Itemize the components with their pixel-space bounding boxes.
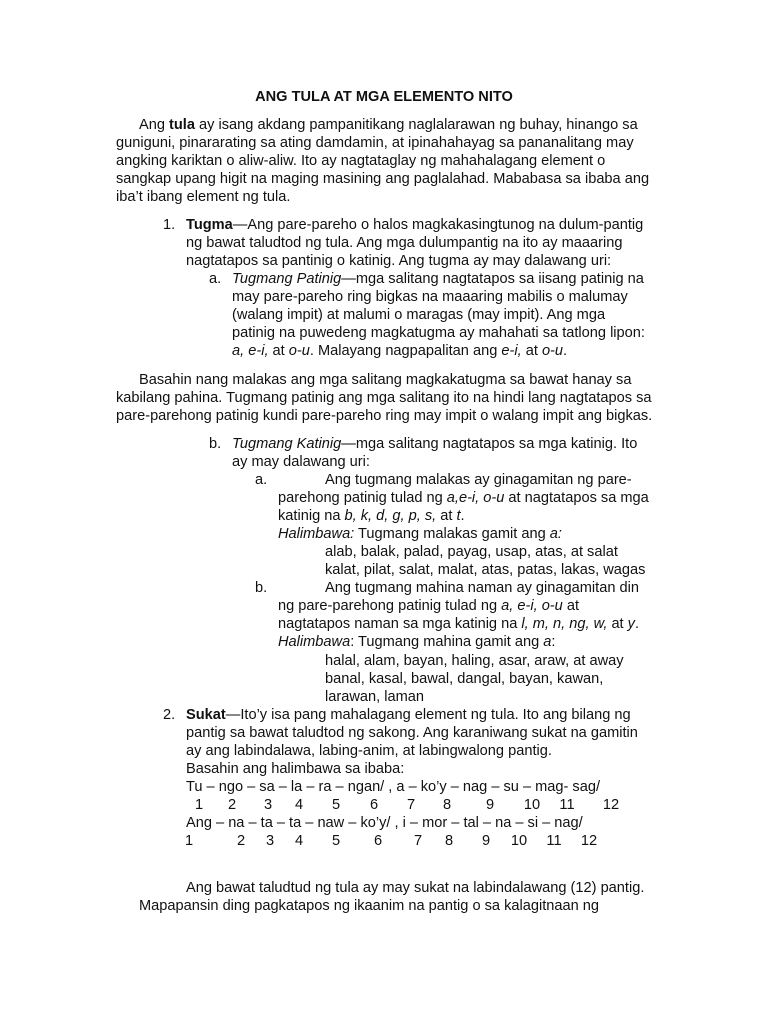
text-segment: e-i, (501, 343, 522, 359)
syllable-number: 12 (602, 797, 620, 813)
syllable-count-row-1 (0, 796, 768, 814)
syllable-number: 10 (510, 833, 528, 849)
text-segment: —Ito’y isa pang mahalagang element ng tula. Ito ang bilang ng (225, 707, 631, 723)
text-segment: at (521, 343, 542, 359)
sub-a-words-2: kalat, pilat, salat, malat, atas, patas, lakas, wagas (325, 562, 646, 578)
text-segment: —mga salitang nagtatapos sa mga katinig. Ito (341, 436, 638, 452)
text-segment: a, e-i, o-u (501, 598, 563, 614)
list-number-1: 1. (163, 217, 176, 233)
text-segment: —mga salitang nagtatapos sa iisang patinig na (341, 271, 644, 287)
syllable-number: 8 (444, 833, 454, 849)
item1a-line-3: (walang impit) at malumi o maragas (may impit). Ang mga (232, 307, 606, 323)
text-segment: . Malayang nagpapalitan ang (309, 343, 502, 359)
text-segment: b, k, d, g, p, s, (344, 508, 437, 524)
syllable-number: 9 (485, 797, 495, 813)
intro-line-4: sangkap upang higit na maging masining ang paglalahad. Mababasa sa ibaba ang (116, 171, 650, 187)
item1a-line-1 (232, 270, 644, 288)
text-segment: nagtatapos naman sa mga katinig na (278, 616, 522, 632)
text-segment: Halimbawa: (278, 526, 355, 542)
text-segment: Tugmang malakas gamit ang (354, 526, 550, 542)
para2-line-3: pare-parehong patinig kundi pare-pareho ring may impit o walang impit ang bigkas. (116, 408, 653, 424)
item1a-line-2: may pare-pareho ring bigkas na maaaring mabilis o malumay (232, 289, 628, 305)
text-segment: t (456, 508, 461, 524)
item1a-line-5 (232, 342, 567, 360)
sub-b-words-1: halal, alam, bayan, haling, asar, araw, at away (325, 653, 624, 669)
item1-line-2: ng bawat taludtod ng tula. Ang mga dulumpantig na ito ay maaaring (186, 235, 623, 251)
text-segment: a: (549, 526, 562, 542)
syllable-number: 5 (331, 797, 341, 813)
text-segment: o-u (541, 343, 564, 359)
syllable-number: 4 (294, 833, 304, 849)
item1b-line-2: ay may dalawang uri: (232, 454, 370, 470)
item1-line-1 (186, 216, 643, 234)
sublist-letter-a: a. (255, 472, 268, 488)
syllable-number: 1 (184, 833, 194, 849)
text-segment: a, e-i, (232, 343, 269, 359)
list-letter-a: a. (209, 271, 222, 287)
syllable-number: 8 (442, 797, 452, 813)
sub-b-example (278, 633, 555, 651)
syllable-number: 12 (580, 833, 598, 849)
syllable-number: 7 (406, 797, 416, 813)
sub-a-line-2 (278, 489, 649, 507)
text-segment: katinig na (278, 508, 345, 524)
syllable-number: 3 (265, 833, 275, 849)
list-number-2: 2. (163, 707, 176, 723)
text-segment: ng pare-parehong patinig tulad ng (278, 598, 502, 614)
syllable-number: 2 (227, 797, 237, 813)
para2-line-2: kabilang pahina. Tugmang patinig ang mga salitang ito na hindi lang nagtatapos sa (116, 390, 652, 406)
text-segment: ay isang akdang pampanitikang naglalarawan ng buhay, hinango sa (194, 117, 638, 133)
term-tula: tula (169, 117, 195, 133)
text-segment: at (436, 508, 457, 524)
text-segment: a,e-i, o-u (446, 490, 505, 506)
sub-b-line-2 (278, 597, 579, 615)
text-segment: y (627, 616, 635, 632)
sub-a-example (278, 525, 562, 543)
item1b-line-1 (232, 435, 637, 453)
syllable-number: 11 (559, 797, 575, 813)
text-segment: at (607, 616, 628, 632)
sublist-letter-b: b. (255, 580, 268, 596)
text-segment: . (563, 343, 568, 359)
text-segment: at nagtatapos sa mga (504, 490, 649, 506)
syllable-number: 1 (194, 797, 204, 813)
verse-line-1: Tu – ngo – sa – la – ra – ngan/ , a – ko’y – nag – su – mag- sag/ (186, 779, 601, 795)
text-segment: at (268, 343, 289, 359)
text-segment: at (562, 598, 580, 614)
intro-line-3: angking kariktan o aliw-aliw. Ito ay nagtataglay ng mahahalagang element o (116, 153, 606, 169)
sub-b-line-1: Ang tugmang mahina naman ay ginagamitan din (325, 580, 639, 596)
closing-line-2: Mapapansin ding pagkatapos ng ikaanim na pantig o sa kalagitnaan ng (139, 898, 600, 914)
item2-line-2: pantig sa bawat taludtod ng sakong. Ang karaniwang sukat na gamitin (186, 725, 638, 741)
syllable-number: 9 (481, 833, 491, 849)
term-sukat: Sukat (186, 707, 226, 723)
syllable-number: 5 (331, 833, 341, 849)
term-tugmang-katinig: Tugmang Katinig (232, 436, 342, 452)
text-segment: a (543, 634, 552, 650)
text-segment: —Ang pare-pareho o halos magkakasingtunog na dulum-pantig (232, 217, 644, 233)
sub-b-words-3: larawan, laman (325, 689, 424, 705)
syllable-number: 10 (523, 797, 541, 813)
closing-line-1: Ang bawat taludtud ng tula ay may sukat na labindalawang (12) pantig. (186, 880, 645, 896)
syllable-number: 6 (373, 833, 383, 849)
text-segment: parehong patinig tulad ng (278, 490, 447, 506)
text-segment: : (551, 634, 556, 650)
intro-line-1 (139, 116, 638, 134)
sub-b-line-3 (278, 615, 639, 633)
text-segment: l, m, n, ng, w, (521, 616, 608, 632)
syllable-number: 7 (413, 833, 423, 849)
intro-line-2: guniguni, pinararating sa ating damdamin, at ipinahahayag sa pananalitang may (116, 135, 634, 151)
text-segment: . (460, 508, 465, 524)
item2-line-3: ay ang labindalawa, labing-anim, at labingwalong pantig. (186, 743, 552, 759)
text-segment: . (634, 616, 640, 632)
item2-line-4: Basahin ang halimbawa sa ibaba: (186, 761, 405, 777)
syllable-number: 2 (236, 833, 246, 849)
text-segment: Halimbawa (278, 634, 351, 650)
intro-line-5: iba’t ibang element ng tula. (116, 189, 291, 205)
sub-b-words-2: banal, kasal, bawal, dangal, bayan, kawan, (325, 671, 604, 687)
syllable-number: 11 (546, 833, 562, 849)
para2-line-1: Basahin nang malakas ang mga salitang magkakatugma sa bawat hanay sa (139, 372, 632, 388)
syllable-number: 4 (294, 797, 304, 813)
item1a-line-4: patinig na puwedeng magkatugma ay mahahati sa tatlong lipon: (232, 325, 645, 341)
item2-line-1 (186, 706, 631, 724)
item1-line-3: nagtatapos sa pantinig o katinig. Ang tugma ay may dalawang uri: (186, 253, 612, 269)
syllable-number: 3 (263, 797, 273, 813)
verse-line-2: Ang – na – ta – ta – naw – ko’y/ , i – mor – tal – na – si – nag/ (186, 815, 583, 831)
text-segment: o-u (288, 343, 310, 359)
syllable-count-row-2 (0, 832, 768, 850)
syllable-number: 6 (369, 797, 379, 813)
term-tugma: Tugma (186, 217, 233, 233)
sub-a-line-3 (278, 507, 465, 525)
sub-a-words-1: alab, balak, palad, payag, usap, atas, at salat (325, 544, 618, 560)
text-segment: : Tugmang mahina gamit ang (350, 634, 544, 650)
text-segment: Ang (139, 117, 170, 133)
list-letter-b: b. (209, 436, 222, 452)
page-title: ANG TULA AT MGA ELEMENTO NITO (255, 89, 513, 105)
sub-a-line-1: Ang tugmang malakas ay ginagamitan ng pare- (325, 472, 632, 488)
term-tugmang-patinig: Tugmang Patinig (232, 271, 342, 287)
